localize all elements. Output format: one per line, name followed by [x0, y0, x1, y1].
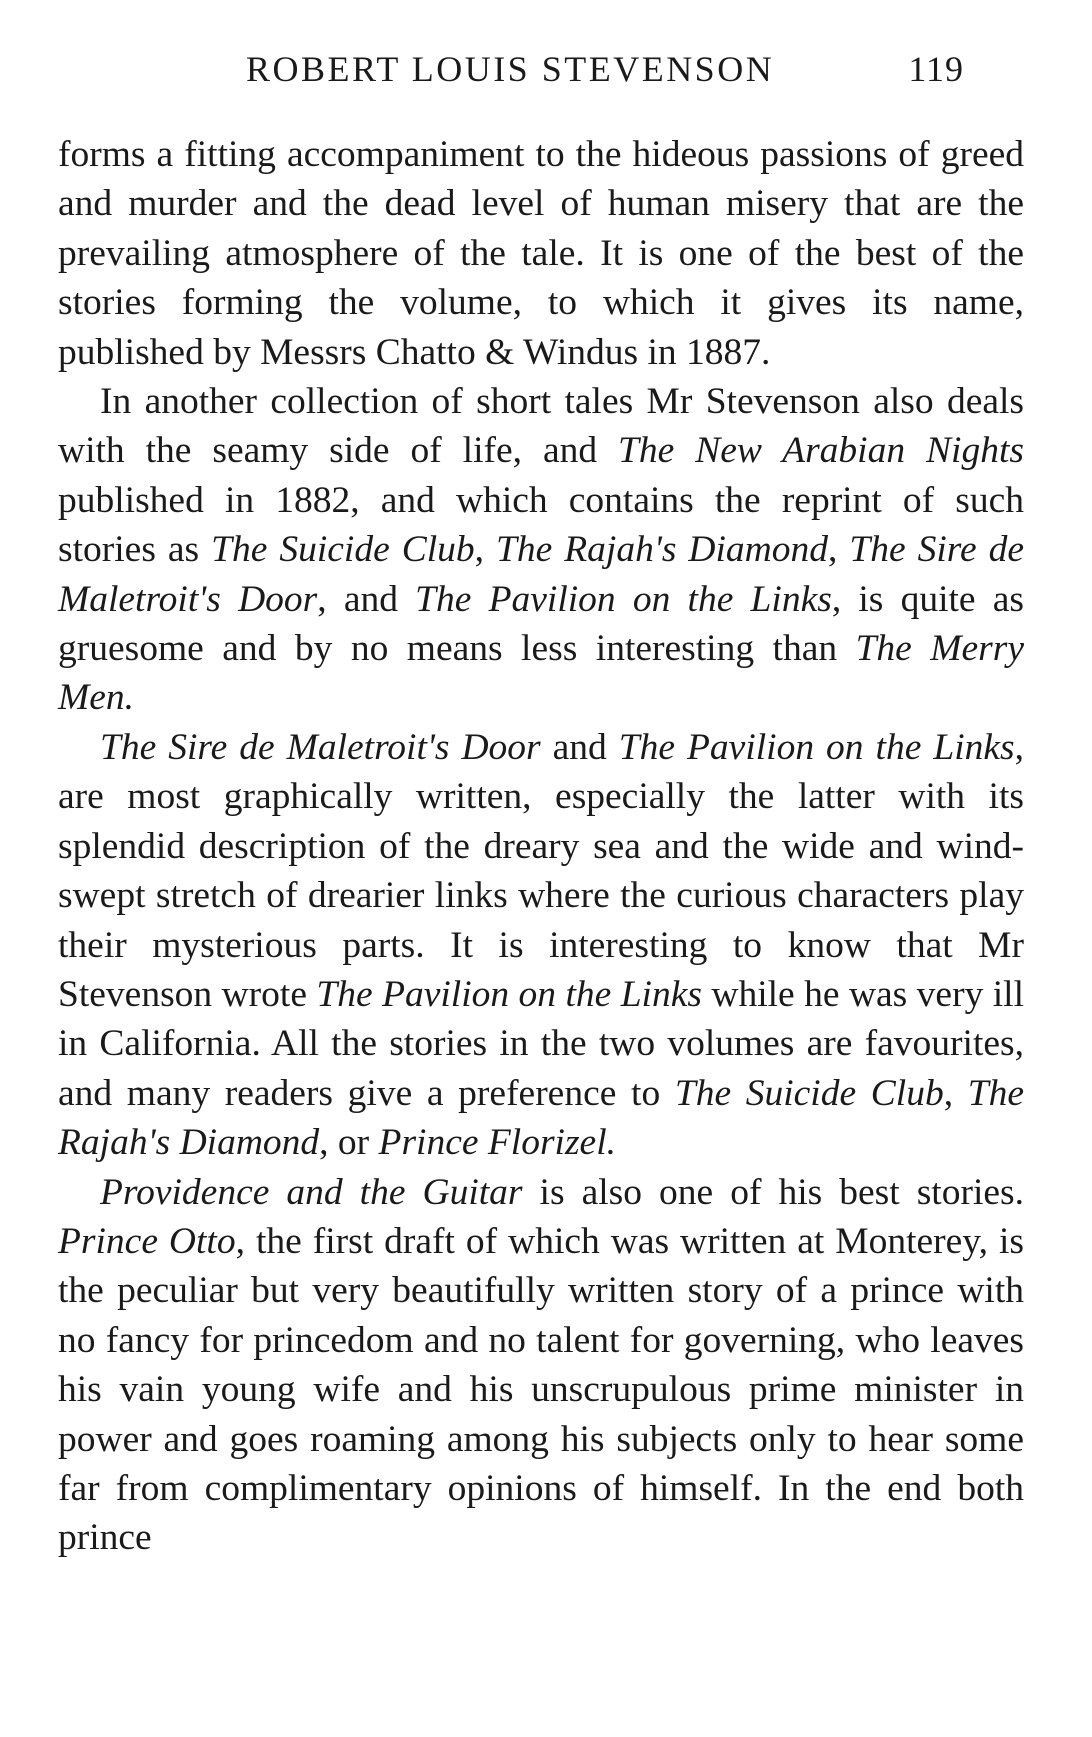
italic-title-run: The Suicide Club — [674, 1072, 944, 1114]
italic-title-run: The Rajah's Diamond — [58, 1072, 1024, 1164]
running-header — [58, 40, 1024, 100]
italic-title-run: The Pavilion on the Links — [415, 578, 832, 620]
body-text — [58, 130, 1024, 1563]
italic-title-run: The New Arabian Nights — [618, 430, 1024, 472]
text-run: forms a fitting accompaniment to the hideous passions of greed and murder and the dead level of human misery that are the prevailing atmosphere of the tale. It is one of the best of the stories forming the volume, to which it gives its name, published by Messrs Chatto & Windus in 1887. — [58, 134, 1024, 373]
text-run: , — [943, 1072, 968, 1114]
running-title: ROBERT LOUIS STEVENSON — [246, 49, 775, 89]
text-run: , and — [317, 578, 416, 620]
italic-title-run: The Merry Men. — [58, 628, 1025, 719]
text-run: published in 1882, and which contains the reprint of such stories as — [58, 479, 1024, 571]
page-number: 119 — [908, 49, 964, 89]
italic-title-run: Prince Florizel. — [378, 1122, 616, 1164]
italic-title-run: The Sire de Maletroit's Door — [58, 529, 1024, 620]
paragraph — [58, 1168, 1024, 1563]
text-run: , is quite as gruesome and by no means less interesting than — [58, 578, 1024, 670]
text-run: , — [828, 529, 850, 571]
text-run: , — [474, 529, 497, 571]
text-run: , are most graphically written, especially the latter with its splendid description of the dreary sea and the wide and wind-swept stretch of drearier links where the curious characters play their mysterious parts. It is interesting to know that Mr Stevenson wrote — [58, 726, 1024, 1015]
italic-title-run: The Sire de Maletroit's Door — [100, 726, 541, 768]
italic-title-run: The Pavilion on the Links — [618, 726, 1015, 768]
paragraph — [58, 130, 1024, 377]
text-run: , or — [319, 1122, 379, 1164]
italic-title-run: The Suicide Club — [211, 529, 475, 571]
paragraph — [58, 377, 1024, 723]
book-page — [58, 40, 1024, 1563]
text-run: is also one of his best stories. — [522, 1171, 1024, 1213]
paragraph — [58, 723, 1024, 1168]
text-run: , the first draft of which was written at Monterey, is the peculiar but very beautifully written story of a prince with no fancy for princedom and no talent for governing, who leaves his vain young wife and his unscrupulous prime minister in power and goes roaming among his subjects only to hear some far from complimentary opinions of himself. In the end both prince — [58, 1220, 1024, 1559]
text-run: In another collection of short tales Mr Stevenson also deals with the seamy side of life, and — [58, 381, 1024, 472]
text-run: and — [540, 726, 619, 768]
italic-title-run: The Rajah's Diamond — [496, 529, 829, 571]
text-run: while he was very ill in California. All the stories in the two volumes are favourites, and many readers give a preference to — [58, 973, 1024, 1114]
italic-title-run: The Pavilion on the Links — [316, 973, 702, 1015]
italic-title-run: Providence and the Guitar — [100, 1171, 523, 1213]
italic-title-run: Prince Otto — [58, 1220, 236, 1262]
